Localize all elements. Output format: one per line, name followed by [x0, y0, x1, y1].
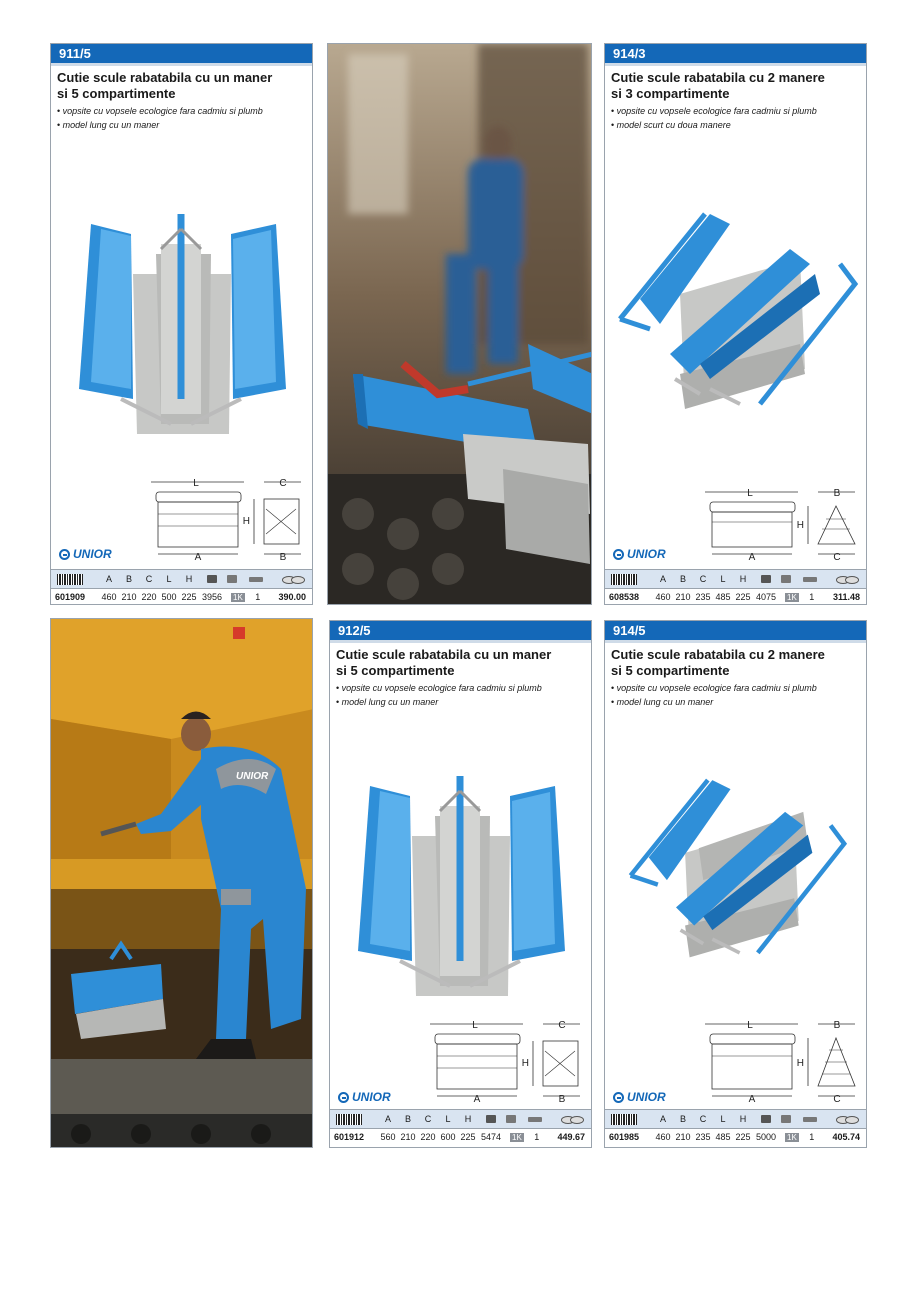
- feature-list: [611, 681, 866, 709]
- feature-item: • vopsite cu vopsele ecologice fara cadmiu si plumb: [611, 104, 866, 118]
- product-title: Cutie scule rabatabila cu un maner si 5 compartimente: [57, 70, 273, 101]
- packaging-icon: [781, 575, 791, 583]
- dim-label-b: B: [833, 1020, 841, 1031]
- dim-label-c: C: [558, 1020, 566, 1031]
- dim-label-l: L: [747, 1020, 753, 1031]
- weight-icon: [761, 1115, 771, 1123]
- article-number: 601985: [609, 1132, 640, 1142]
- box-quantity-icon: [249, 577, 263, 582]
- product-code: 912/5: [330, 621, 591, 643]
- product-title: Cutie scule rabatabila cu 2 manere si 3 compartimente: [611, 70, 825, 101]
- feature-item: • vopsite cu vopsele ecologice fara cadmiu si plumb: [336, 681, 591, 695]
- unior-logo-icon: [338, 1092, 349, 1103]
- packaging-icon: [781, 1115, 791, 1123]
- article-number: 601912: [334, 1132, 365, 1142]
- spec-row: 601909 460 210 220 500 225 3956 1K 1 390.00: [55, 592, 306, 602]
- spec-row: 608538 460 210 235 485 225 4075 1K 1 311.48: [609, 592, 860, 602]
- product-code: 914/3: [605, 44, 866, 66]
- dim-label-a: A: [194, 552, 202, 563]
- spec-header: A B C L H: [51, 569, 312, 589]
- dimension-drawing: [700, 1016, 860, 1106]
- barcode-icon: [336, 1114, 362, 1125]
- toolbox-long-image: [61, 184, 301, 439]
- product-card-911-5: [50, 43, 313, 605]
- unior-logo-icon: [613, 1092, 624, 1103]
- brand-logo: UNIOR: [59, 547, 112, 561]
- spec-row: 601912 560 210 220 600 225 5474 1K 1 449.67: [334, 1132, 585, 1142]
- dim-label-b: B: [279, 552, 287, 563]
- box-quantity-icon: [803, 577, 817, 582]
- brand-logo: UNIOR: [613, 1090, 666, 1104]
- spec-header: A B C L H: [605, 569, 866, 589]
- toolbox-long-image: [340, 746, 580, 1001]
- spec-header: A B C L H: [605, 1109, 866, 1129]
- dim-label-a: A: [748, 552, 756, 563]
- packaging-icon: [227, 575, 237, 583]
- unior-logo-icon: [59, 549, 70, 560]
- dimension-drawing: [425, 1016, 585, 1106]
- workshop-photo: [327, 43, 592, 605]
- dim-label-l: L: [747, 488, 753, 499]
- box-quantity-icon: [803, 1117, 817, 1122]
- dim-label-l: L: [193, 478, 199, 489]
- dim-label-c: C: [833, 1094, 841, 1105]
- worker-photo: [50, 618, 313, 1148]
- product-card-914-3: [604, 43, 867, 605]
- barcode-icon: [611, 1114, 637, 1125]
- dim-label-b: B: [558, 1094, 566, 1105]
- dim-label-l: L: [472, 1020, 478, 1031]
- dimension-drawing: [700, 474, 860, 564]
- dim-label-b: B: [833, 488, 841, 499]
- article-number: 601909: [55, 592, 86, 602]
- price-icon: [282, 575, 304, 584]
- feature-list: [57, 104, 312, 132]
- feature-item: • model scurt cu doua manere: [611, 118, 866, 132]
- product-card-914-5: [604, 620, 867, 1148]
- product-card-912-5: [329, 620, 592, 1148]
- spec-header: A B C L H: [330, 1109, 591, 1129]
- dim-label-a: A: [473, 1094, 481, 1105]
- dim-label-a: A: [748, 1094, 756, 1105]
- packaging-icon: [506, 1115, 516, 1123]
- dim-label-h: H: [796, 1058, 804, 1069]
- dim-label-h: H: [796, 520, 804, 531]
- brand-logo: UNIOR: [613, 547, 666, 561]
- toolbox-two-handles-image: [610, 771, 862, 971]
- price-icon: [561, 1115, 583, 1124]
- product-code: 914/5: [605, 621, 866, 643]
- box-quantity-icon: [528, 1117, 542, 1122]
- weight-icon: [761, 575, 771, 583]
- feature-item: • model lung cu un maner: [611, 695, 866, 709]
- price: 449.67: [557, 1132, 585, 1142]
- feature-item: • vopsite cu vopsele ecologice fara cadmiu si plumb: [57, 104, 312, 118]
- weight-icon: [207, 575, 217, 583]
- barcode-icon: [57, 574, 83, 585]
- feature-item: • model lung cu un maner: [57, 118, 312, 132]
- feature-item: • vopsite cu vopsele ecologice fara cadmiu si plumb: [611, 681, 866, 695]
- product-title: Cutie scule rabatabila cu 2 manere si 5 compartimente: [611, 647, 825, 678]
- price: 390.00: [278, 592, 306, 602]
- toolbox-two-handles-image: [610, 204, 862, 424]
- pack-badge: 1K: [512, 1132, 522, 1142]
- suit-logo-text: UNIOR: [236, 771, 269, 782]
- price: 311.48: [832, 592, 860, 602]
- price-icon: [836, 1115, 858, 1124]
- weight-icon: [486, 1115, 496, 1123]
- dim-label-c: C: [833, 552, 841, 563]
- pack-badge: 1K: [233, 592, 243, 602]
- product-title: Cutie scule rabatabila cu un maner si 5 compartimente: [336, 647, 552, 678]
- feature-item: • model lung cu un maner: [336, 695, 591, 709]
- dim-label-h: H: [242, 516, 250, 527]
- worker-photo-art: [51, 619, 313, 1148]
- dimension-drawing: [146, 474, 306, 564]
- feature-list: [336, 681, 591, 709]
- pack-badge: 1K: [787, 592, 797, 602]
- feature-list: [611, 104, 866, 132]
- spec-row: 601985 460 210 235 485 225 5000 1K 1 405.74: [609, 1132, 860, 1142]
- price-icon: [836, 575, 858, 584]
- brand-logo: UNIOR: [338, 1090, 391, 1104]
- dim-label-c: C: [279, 478, 287, 489]
- article-number: 608538: [609, 592, 640, 602]
- unior-logo-icon: [613, 549, 624, 560]
- workshop-photo-art: [328, 44, 592, 605]
- barcode-icon: [611, 574, 637, 585]
- pack-badge: 1K: [787, 1132, 797, 1142]
- dim-label-h: H: [521, 1058, 529, 1069]
- product-code: 911/5: [51, 44, 312, 66]
- price: 405.74: [832, 1132, 860, 1142]
